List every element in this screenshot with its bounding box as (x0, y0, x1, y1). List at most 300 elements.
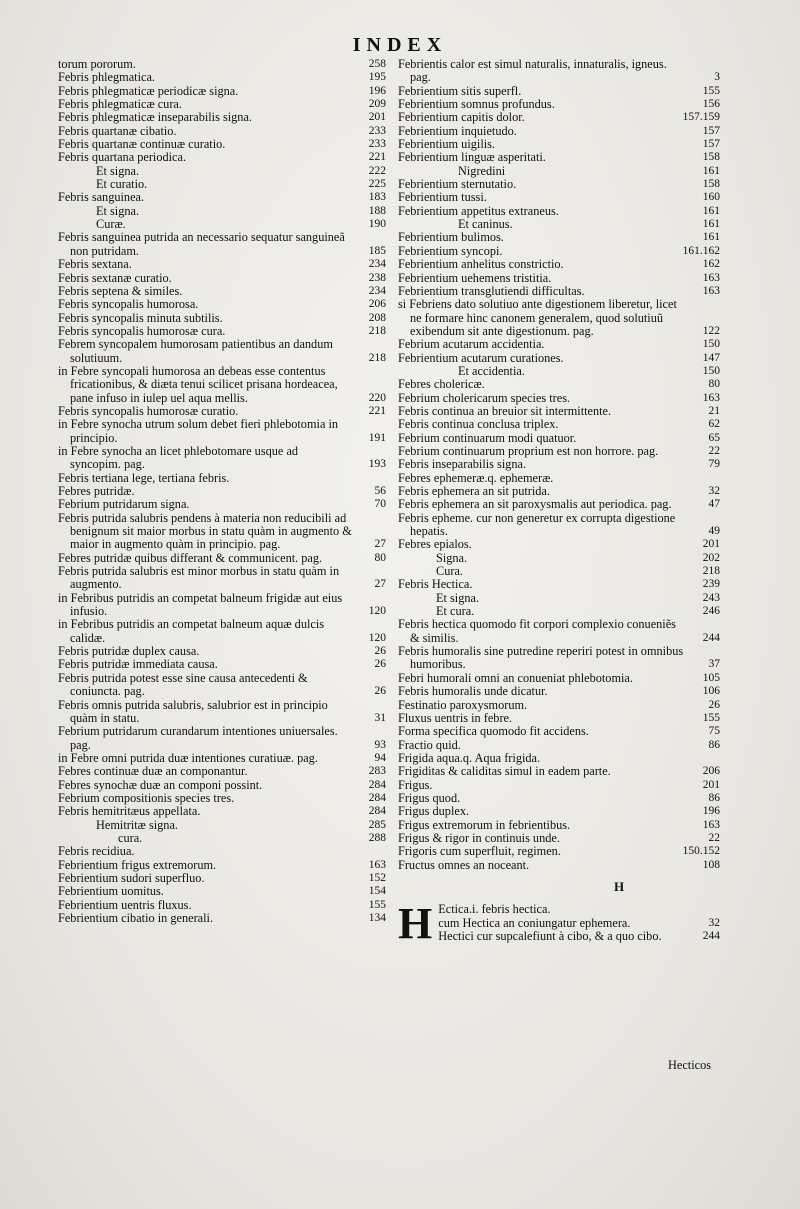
entry-text: Frigus duplex. (398, 804, 470, 819)
drop-cap: H (398, 899, 433, 949)
index-entry (58, 85, 386, 98)
index-entry (398, 903, 720, 916)
index-entry (398, 338, 720, 351)
entry-text: Febrientium uehemens tristitia. (398, 270, 552, 285)
entry-text: in Febribus putridis an competat balneum aquæ dulcis calidæ. (58, 617, 325, 645)
page-number: 150 (702, 364, 720, 377)
index-entry (58, 899, 386, 912)
entry-text: Febrientium capitis dolor. (398, 110, 525, 125)
page-number: 86 (708, 738, 720, 751)
index-entry (398, 618, 720, 645)
page-number: 225 (368, 178, 386, 191)
entry-text: Febrientium sudori superfluo. (58, 870, 205, 885)
entry-text: Et signa. (96, 163, 140, 178)
entry-text: Febrientium bulimos. (398, 230, 504, 245)
entry-text: Febris continua an breuior sit intermittente. (398, 403, 612, 418)
entry-text: in Febribus putridis an competat balneum frigidæ aut eius infusio. (58, 590, 343, 619)
page-number: 31 (374, 711, 386, 724)
page-number: 196 (702, 805, 720, 818)
left-column (58, 58, 386, 925)
page-number: 80 (374, 551, 386, 564)
entry-text: Frigus quod. (398, 790, 461, 805)
page-number: 234 (368, 284, 386, 297)
entry-text: Febrium putridarum curandarum intentiones uniuersales. pag. (58, 724, 338, 752)
page-number: 106 (702, 685, 720, 698)
entry-text: Febrientium somnus profundus. (398, 97, 555, 112)
page-number: 93 (374, 738, 386, 751)
page-number: 47 (708, 498, 720, 511)
index-entry (398, 245, 720, 258)
index-entry (58, 725, 386, 752)
index-entry (58, 765, 386, 778)
index-entry (398, 498, 720, 511)
right-column (398, 57, 720, 949)
entry-text: in Febre syncopali humorosa an debeas esse contentus fricationibus, & diæta tenui scilicet prisana hordeacea, pane infuso in iulep uel aqua mellis. (58, 363, 338, 405)
page-number: 161 (702, 204, 720, 217)
entry-text: Febrium compositionis species tres. (58, 790, 235, 805)
page-number: 163 (702, 818, 720, 831)
index-entry (398, 685, 720, 698)
page-number: 239 (702, 578, 720, 591)
index-entry (398, 645, 720, 672)
page-number: 201 (702, 538, 720, 551)
page-number: 158 (702, 151, 720, 164)
page-number: 80 (708, 378, 720, 391)
index-entry (58, 912, 386, 925)
index-entry (398, 805, 720, 818)
index-entry (398, 917, 720, 930)
page-number: 150.152 (682, 845, 720, 858)
index-entry (398, 285, 720, 298)
page-number: 220 (368, 391, 386, 404)
page-number: 193 (368, 458, 386, 471)
page-number: 195 (368, 71, 386, 84)
index-entry (398, 779, 720, 792)
index-entry (58, 71, 386, 84)
index-entry (58, 645, 386, 658)
page-number: 283 (368, 765, 386, 778)
page-number: 284 (368, 805, 386, 818)
index-entry (58, 592, 386, 619)
index-entry (58, 205, 386, 218)
index-entry (398, 218, 720, 231)
index-entry (58, 552, 386, 565)
page-number: 32 (708, 485, 720, 497)
entry-text: Febris putrida salubris pendens à materia non reducibili ad benignum sit maior morbus in statu quàm in augmento & maior in augmento quàm in principio. pag. (58, 510, 352, 552)
page-number: 163 (368, 858, 386, 871)
entry-text: Febrientium uigilis. (398, 137, 496, 152)
page-number: 75 (708, 725, 720, 738)
page-number: 122 (702, 324, 720, 337)
index-entry (398, 111, 720, 124)
page-number: 161 (702, 231, 720, 244)
index-entry (58, 792, 386, 805)
index-entry (398, 352, 720, 365)
entry-text: torum pororum. (58, 57, 136, 71)
entry-text: Febris tertiana lege, tertiana febris. (58, 470, 230, 485)
page-number: 221 (368, 151, 386, 164)
page-number: 161 (702, 218, 720, 231)
entry-text: Febrium continuarum proprium est non horrore. pag. (398, 443, 659, 458)
page-number: 86 (708, 791, 720, 804)
page-number: 233 (368, 124, 386, 137)
entry-text: Febris sanguinea putrida an necessario sequatur sanguineã non putridam. (58, 230, 345, 258)
entry-text: Et caninus. (458, 217, 513, 232)
page-number: 218 (368, 324, 386, 337)
page-header: INDEX (352, 34, 448, 56)
index-entry (58, 58, 386, 71)
index-entry (398, 392, 720, 405)
index-entry (398, 578, 720, 591)
entry-text: si Febriens dato solutiuo ante digestionem liberetur, licet ne formare hinc canonem generalem, quod solutiuũ exibendum sit ante digestionum. pag. (398, 297, 677, 338)
entry-text: Frigus & rigor in continuis unde. (398, 830, 560, 845)
index-entry (398, 85, 720, 98)
page-number: 288 (368, 831, 386, 844)
page-number: 56 (374, 485, 386, 497)
entry-text: Febres ephemeræ.q. ephemeræ. (398, 470, 554, 485)
right-entries (398, 58, 720, 872)
entry-text: Febres epialos. (398, 537, 472, 552)
index-entry (58, 498, 386, 511)
entry-text: Hemitritæ signa. (96, 817, 178, 832)
index-entry (398, 205, 720, 218)
index-entry (398, 485, 720, 498)
index-entry (398, 432, 720, 445)
entry-text: Febris omnis putrida salubris, salubrior est in principio quàm in statu. (58, 697, 328, 725)
entry-text: Febris syncopalis humorosæ curatio. (58, 403, 239, 418)
entry-text: Nigredini (458, 163, 506, 178)
entry-text: Febris ephemera an sit putrida. (398, 484, 550, 498)
index-entry (58, 218, 386, 231)
page-number: 218 (368, 351, 386, 364)
entry-text: Febris quartanæ cibatio. (58, 123, 177, 138)
letter-heading: H (613, 878, 625, 894)
page-number: 185 (368, 244, 386, 257)
page-number: 37 (708, 658, 720, 671)
entry-text: Febris syncopalis humorosa. (58, 297, 199, 312)
entry-text: Febres putridæ. (58, 484, 135, 498)
index-entry (58, 125, 386, 138)
page-number: 22 (708, 444, 720, 457)
page-number: 150 (702, 338, 720, 351)
page-number: 285 (368, 818, 386, 831)
entry-text: Febris syncopalis humorosæ cura. (58, 323, 226, 338)
page-number: 94 (374, 751, 386, 764)
index-entry (58, 285, 386, 298)
page-number: 134 (368, 912, 386, 924)
entry-text: Febris sextana. (58, 257, 132, 272)
index-entry (398, 752, 720, 765)
page-number: 258 (368, 58, 386, 70)
index-entry (398, 298, 720, 338)
index-entry (58, 98, 386, 111)
entry-text: Febris putridæ duplex causa. (58, 644, 200, 659)
page-number: 188 (368, 204, 386, 217)
entry-text: Febris putrida salubris est minor morbus in statu quàm in augmento. (58, 564, 340, 592)
entry-text: Febris continua conclusa triplex. (398, 417, 559, 432)
entry-text: Febris humoralis sine putredine reperiri potest in omnibus humoribus. (398, 644, 684, 672)
page-number: 233 (368, 138, 386, 151)
index-entry (58, 165, 386, 178)
index-entry (58, 472, 386, 485)
index-entry (58, 338, 386, 365)
index-entry (58, 872, 386, 885)
index-entry (58, 845, 386, 858)
index-entry (58, 151, 386, 164)
index-entry (398, 258, 720, 271)
index-entry (58, 231, 386, 258)
page-number: 26 (374, 645, 386, 658)
entry-text: Febris hectica quomodo fit corpori complexio conueniẽs & similis. (398, 617, 676, 645)
entry-text: Febres putridæ quibus differant & communicent. pag. (58, 550, 323, 565)
page-number: 27 (374, 578, 386, 591)
index-entry (398, 859, 720, 872)
index-entry (58, 418, 386, 445)
index-entry (58, 618, 386, 645)
entry-text: Febrientium anhelitus constrictio. (398, 257, 564, 272)
h-entries (398, 899, 720, 949)
entry-text: Frigoris cum superfluit, regimen. (398, 844, 561, 859)
page-number: 183 (368, 191, 386, 204)
index-entry (58, 485, 386, 498)
index-entry (58, 298, 386, 311)
page-number: 65 (708, 431, 720, 444)
index-entry (58, 312, 386, 325)
page-number: 160 (702, 191, 720, 204)
page-number: 206 (702, 765, 720, 778)
index-entry (58, 699, 386, 726)
entry-text: Frigus extremorum in febrientibus. (398, 817, 571, 832)
page-number: 162 (702, 258, 720, 271)
entry-text: Febris phlegmaticæ inseparabilis signa. (58, 110, 252, 125)
entry-text: Febres synochæ duæ an componi possint. (58, 777, 263, 792)
entry-text: Febris humoralis unde dicatur. (398, 684, 548, 699)
index-entry (398, 832, 720, 845)
entry-text: Fructus omnes an noceant. (398, 857, 530, 872)
catchword: Hecticos (668, 1058, 712, 1072)
entry-text: Febrientium tussi. (398, 190, 487, 205)
entry-text: Febri humorali omni an conueniat phlebotomia. (398, 670, 633, 685)
entry-text: Fluxus uentris in febre. (398, 710, 513, 725)
entry-text: Febrientium syncopi. (398, 243, 503, 258)
entry-text: Febrientium sternutatio. (398, 177, 517, 192)
entry-text: Febrium continuarum modi quatuor. (398, 430, 577, 445)
page-number: 238 (368, 271, 386, 284)
entry-text: Signa. (436, 550, 468, 565)
entry-text: Febris phlegmaticæ cura. (58, 97, 182, 112)
entry-text: Curæ. (96, 217, 126, 232)
index-entry (398, 151, 720, 164)
index-entry (398, 565, 720, 578)
index-entry (398, 445, 720, 458)
entry-text: Febris quartanæ continuæ curatio. (58, 137, 226, 152)
page-number: 208 (368, 311, 386, 324)
page-number: 27 (374, 538, 386, 551)
index-entry (398, 672, 720, 685)
entry-text: Febris phlegmaticæ periodicæ signa. (58, 83, 239, 98)
page-number: 201 (368, 111, 386, 124)
entry-text: Febrientium acutarum curationes. (398, 350, 564, 365)
entry-text: Febris epheme. cur non generetur ex corrupta digestione hepatis. (398, 510, 676, 539)
page-number: 62 (708, 418, 720, 431)
index-entry (58, 512, 386, 552)
entry-text: Febrientium transglutiendi difficultas. (398, 283, 585, 298)
index-entry (398, 178, 720, 191)
index-entry (58, 819, 386, 832)
index-entry (58, 565, 386, 592)
index-entry (58, 859, 386, 872)
entry-text: Febris septena & similes. (58, 283, 183, 298)
page-number: 155 (368, 898, 386, 911)
entry-text: Febris Hectica. (398, 577, 473, 592)
index-entry (58, 258, 386, 271)
entry-text: Febrientium inquietudo. (398, 123, 517, 138)
entry-text: Febris sanguinea. (58, 190, 145, 205)
entry-text: Ectica.i. febris hectica. (438, 902, 551, 917)
page-number: 49 (708, 525, 720, 538)
entry-text: Febris phlegmatica. (58, 70, 155, 85)
page-number: 26 (374, 658, 386, 671)
entry-text: Febrium acutarum accidentia. (398, 337, 545, 352)
entry-text: in Febre synocha utrum solum debet fieri phlebotomia in principio. (58, 417, 339, 445)
page-number: 202 (702, 551, 720, 564)
entry-text: Febres cholericæ. (398, 377, 485, 392)
index-entry (398, 592, 720, 605)
page-number: 32 (708, 916, 720, 929)
entry-text: Fractio quid. (398, 737, 461, 752)
entry-text: Et curatio. (96, 177, 148, 192)
page-number: 206 (368, 298, 386, 311)
page-number: 190 (368, 218, 386, 231)
index-entry (58, 832, 386, 845)
page-number: 222 (368, 164, 386, 177)
entry-text: Et accidentia. (458, 363, 525, 378)
entry-text: Febris quartana periodica. (58, 150, 187, 165)
index-entry (398, 405, 720, 418)
page-number: 22 (708, 831, 720, 844)
entry-text: Febrium cholericarum species tres. (398, 390, 571, 405)
index-entry (398, 458, 720, 471)
page-number: 196 (368, 84, 386, 97)
entry-text: Febrientium frigus extremorum. (58, 857, 217, 872)
page-number: 70 (374, 498, 386, 511)
entry-text: Frigus. (398, 777, 433, 792)
entry-text: cura. (118, 830, 143, 845)
page-number: 3 (714, 71, 720, 84)
page-number: 234 (368, 258, 386, 271)
index-entry (58, 365, 386, 405)
page-number: 161 (702, 164, 720, 177)
entry-text: Febres continuæ duæ an componantur. (58, 764, 248, 779)
entry-text: Febrem syncopalem humorosam patientibus an dandum solutiuum. (58, 337, 333, 365)
page-number: 284 (368, 778, 386, 791)
index-entry (398, 792, 720, 805)
index-entry (398, 765, 720, 778)
entry-text: Febris putridæ immediata causa. (58, 657, 218, 672)
page-number: 120 (368, 605, 386, 618)
index-entry (398, 418, 720, 431)
page-number: 79 (708, 458, 720, 471)
entry-text: Et signa. (96, 203, 140, 218)
page-number: 147 (702, 351, 720, 364)
page-number: 21 (708, 404, 720, 417)
index-entry (58, 445, 386, 472)
page-number: 155 (702, 711, 720, 724)
entry-text: Frigida aqua.q. Aqua frigida. (398, 750, 541, 765)
entry-text: Hectici cur supcalefiunt à cibo, & a quo cibo. (438, 929, 662, 943)
page-number: 157 (702, 124, 720, 137)
page-number: 157.159 (682, 111, 720, 124)
page-number: 108 (702, 858, 720, 871)
entry-text: Febrientis calor est simul naturalis, innaturalis, igneus. pag. (398, 57, 667, 85)
entry-text: Febris putrida potest esse sine causa antecedenti & coniuncta. pag. (58, 670, 308, 699)
page-number: 163 (702, 271, 720, 284)
entry-text: Forma specifica quomodo fit accidens. (398, 724, 589, 739)
entry-text: Febrientium uomitus. (58, 884, 164, 899)
entry-text: Febris recidiua. (58, 844, 135, 859)
entry-text: Febris hemitritæus appellata. (58, 804, 201, 819)
index-entry (398, 125, 720, 138)
entry-text: Febrientium uentris fluxus. (58, 897, 192, 912)
index-entry (398, 165, 720, 178)
index-entry (58, 178, 386, 191)
index-entry (398, 272, 720, 285)
entry-text: Cura. (436, 564, 463, 579)
index-entry (58, 805, 386, 818)
entry-text: cum Hectica an coniungatur ephemera. (438, 915, 631, 930)
entry-text: Et cura. (436, 604, 475, 619)
entry-text: Febris sextanæ curatio. (58, 270, 172, 285)
entry-text: Et signa. (436, 590, 480, 605)
index-entry (398, 605, 720, 618)
entry-text: Febris syncopalis minuta subtilis. (58, 310, 223, 325)
index-entry (58, 272, 386, 285)
entry-text: Febrientium cibatio in generali. (58, 911, 214, 925)
index-entry (58, 672, 386, 699)
page-number: 105 (702, 671, 720, 684)
page-number: 191 (368, 431, 386, 444)
index-entry (398, 472, 720, 485)
index-entry (58, 191, 386, 204)
page-number: 163 (702, 284, 720, 297)
page-number: 246 (702, 605, 720, 618)
index-entry (58, 325, 386, 338)
page-number: 209 (368, 98, 386, 111)
page-number: 221 (368, 404, 386, 417)
entry-text: Febrientium linguæ asperitati. (398, 150, 546, 165)
page-number: 201 (702, 778, 720, 791)
index-entry (398, 512, 720, 539)
index-entry (58, 111, 386, 124)
entry-text: Febrientium appetitus extraneus. (398, 203, 559, 218)
entry-text: in Febre omni putrida duæ intentiones curatiuæ. pag. (58, 750, 318, 765)
page-number: 155 (702, 84, 720, 97)
page-number: 158 (702, 178, 720, 191)
index-entry (398, 231, 720, 244)
page-number: 243 (702, 591, 720, 604)
entry-text: in Febre synocha an licet phlebotomare usque ad syncopim. pag. (58, 443, 299, 472)
page-number: 244 (702, 930, 720, 942)
page-number: 157 (702, 138, 720, 151)
index-entry (58, 885, 386, 898)
index-entry (58, 752, 386, 765)
page-number: 156 (702, 98, 720, 111)
index-entry (398, 365, 720, 378)
page-number: 163 (702, 391, 720, 404)
entry-text: Frigiditas & caliditas simul in eadem parte. (398, 764, 611, 779)
index-entry (398, 712, 720, 725)
entry-text: Febris ephemera an sit paroxysmalis aut periodica. pag. (398, 497, 672, 512)
